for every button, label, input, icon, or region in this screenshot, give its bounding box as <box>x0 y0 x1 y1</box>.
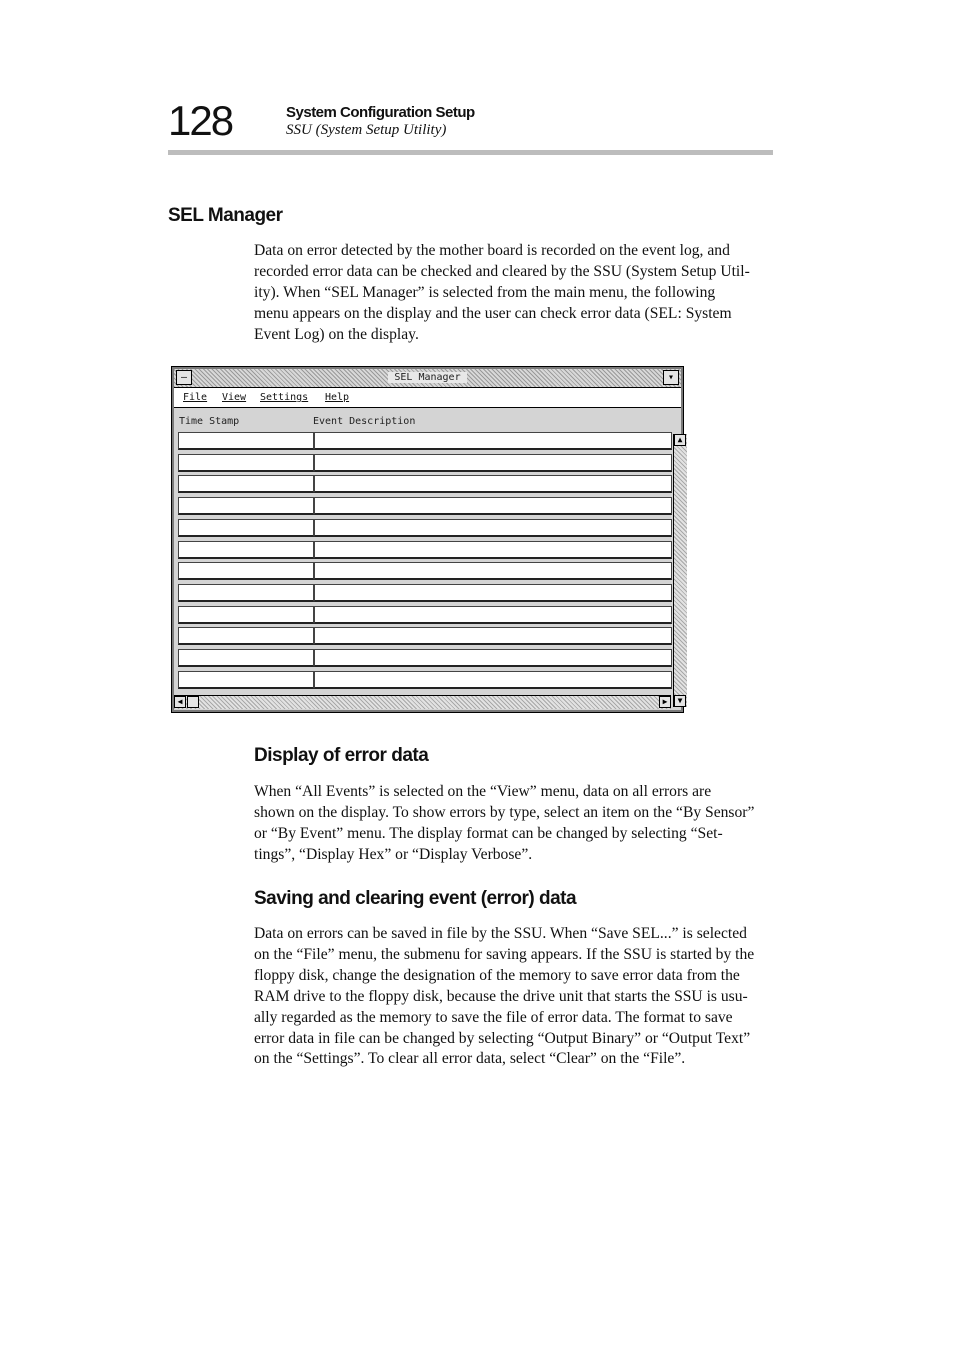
time-stamp-cell[interactable] <box>178 584 314 602</box>
text-line: shown on the display. To show errors by type, select an item on the “By Sensor” <box>254 803 755 821</box>
section-heading: SEL Manager <box>168 205 283 226</box>
table-row[interactable] <box>178 649 672 667</box>
table-row[interactable] <box>178 671 672 689</box>
event-description-cell[interactable] <box>314 541 672 559</box>
title-bar[interactable] <box>174 369 681 388</box>
scroll-down-icon[interactable]: ▼ <box>674 695 686 707</box>
event-description-cell[interactable] <box>314 497 672 515</box>
time-stamp-cell[interactable] <box>178 432 314 450</box>
time-stamp-cell[interactable] <box>178 562 314 580</box>
text-line: Event Log) on the display. <box>254 325 419 343</box>
menu-help[interactable]: Help <box>325 392 350 403</box>
table-row[interactable] <box>178 606 672 624</box>
text-line: Data on errors can be saved in file by the SSU. When “Save SEL...” is selected <box>254 925 747 942</box>
page-number: 128 <box>168 97 233 144</box>
horizontal-scrollbar[interactable] <box>174 695 671 709</box>
event-description-cell[interactable] <box>314 627 672 645</box>
system-menu-button[interactable]: – <box>176 370 192 385</box>
minimize-button[interactable]: ▾ <box>663 370 679 385</box>
scroll-left-icon[interactable]: ◀ <box>174 696 186 708</box>
event-description-cell[interactable] <box>314 475 672 493</box>
event-description-cell[interactable] <box>314 454 672 472</box>
event-list-area <box>174 408 681 710</box>
event-description-cell[interactable] <box>314 671 672 689</box>
text-line: floppy disk, change the designation of the memory to save error data from the <box>254 966 740 984</box>
running-header-subtitle: SSU (System Setup Utility) <box>286 122 447 138</box>
time-stamp-cell[interactable] <box>178 519 314 537</box>
time-stamp-cell[interactable] <box>178 671 314 689</box>
running-header-title: System Configuration Setup <box>286 104 475 121</box>
menu-settings[interactable]: Settings <box>260 392 309 403</box>
text-line: Data on error detected by the mother board is recorded on the event log, and <box>254 242 730 259</box>
event-description-cell[interactable] <box>314 519 672 537</box>
table-row[interactable] <box>178 627 672 645</box>
display-paragraph <box>254 782 774 866</box>
scroll-right-icon[interactable]: ▶ <box>659 696 671 708</box>
header-rule <box>168 150 773 155</box>
table-row[interactable] <box>178 519 672 537</box>
table-row[interactable] <box>178 454 672 472</box>
table-row[interactable] <box>178 562 672 580</box>
time-stamp-cell[interactable] <box>178 497 314 515</box>
text-line: tings”, “Display Hex” or “Display Verbose”. <box>254 845 533 863</box>
menu-file[interactable]: File <box>183 392 208 403</box>
time-stamp-cell[interactable] <box>178 454 314 472</box>
save-section-heading: Saving and clearing event (error) data <box>254 888 577 909</box>
event-description-cell[interactable] <box>314 606 672 624</box>
table-row[interactable] <box>178 584 672 602</box>
scroll-thumb[interactable] <box>187 696 199 708</box>
event-description-cell[interactable] <box>314 562 672 580</box>
event-description-cell[interactable] <box>314 649 672 667</box>
time-stamp-cell[interactable] <box>178 606 314 624</box>
column-header-time-stamp[interactable]: Time Stamp <box>179 416 240 427</box>
text-line: on the “Settings”. To clear all error data, select “Clear” on the “File”. <box>254 1050 686 1068</box>
menu-view[interactable]: View <box>222 392 247 403</box>
scroll-up-icon[interactable]: ▲ <box>674 434 686 446</box>
text-line: RAM drive to the floppy disk, because the drive unit that starts the SSU is usu- <box>254 987 748 1005</box>
time-stamp-cell[interactable] <box>178 649 314 667</box>
time-stamp-cell[interactable] <box>178 475 314 493</box>
text-line: on the “File” menu, the submenu for saving appears. If the SSU is started by the <box>254 945 755 963</box>
menu-bar <box>174 388 681 408</box>
table-row[interactable] <box>178 475 672 493</box>
save-paragraph <box>254 924 774 1070</box>
table-row[interactable] <box>178 541 672 559</box>
event-description-cell[interactable] <box>314 432 672 450</box>
vertical-scrollbar[interactable] <box>673 434 687 707</box>
sel-manager-window <box>171 366 684 713</box>
text-line: ally regarded as the memory to save the file of error data. The format to save <box>254 1008 733 1026</box>
table-row[interactable] <box>178 432 672 450</box>
text-line: ity). When “SEL Manager” is selected from the main menu, the following <box>254 283 716 301</box>
text-line: or “By Event” menu. The display format can be changed by selecting “Set- <box>254 824 723 842</box>
text-line: menu appears on the display and the user can check error data (SEL: System <box>254 304 732 322</box>
text-line: When “All Events” is selected on the “View” menu, data on all errors are <box>254 783 712 800</box>
text-line: error data in file can be changed by selecting “Output Binary” or “Output Text” <box>254 1029 751 1047</box>
window-title: SEL Manager <box>388 372 466 383</box>
column-header-event-description[interactable]: Event Description <box>313 416 416 427</box>
time-stamp-cell[interactable] <box>178 541 314 559</box>
event-description-cell[interactable] <box>314 584 672 602</box>
display-section-heading: Display of error data <box>254 745 429 766</box>
table-row[interactable] <box>178 497 672 515</box>
time-stamp-cell[interactable] <box>178 627 314 645</box>
text-line: recorded error data can be checked and cleared by the SSU (System Setup Util- <box>254 262 750 280</box>
intro-paragraph <box>254 241 774 346</box>
